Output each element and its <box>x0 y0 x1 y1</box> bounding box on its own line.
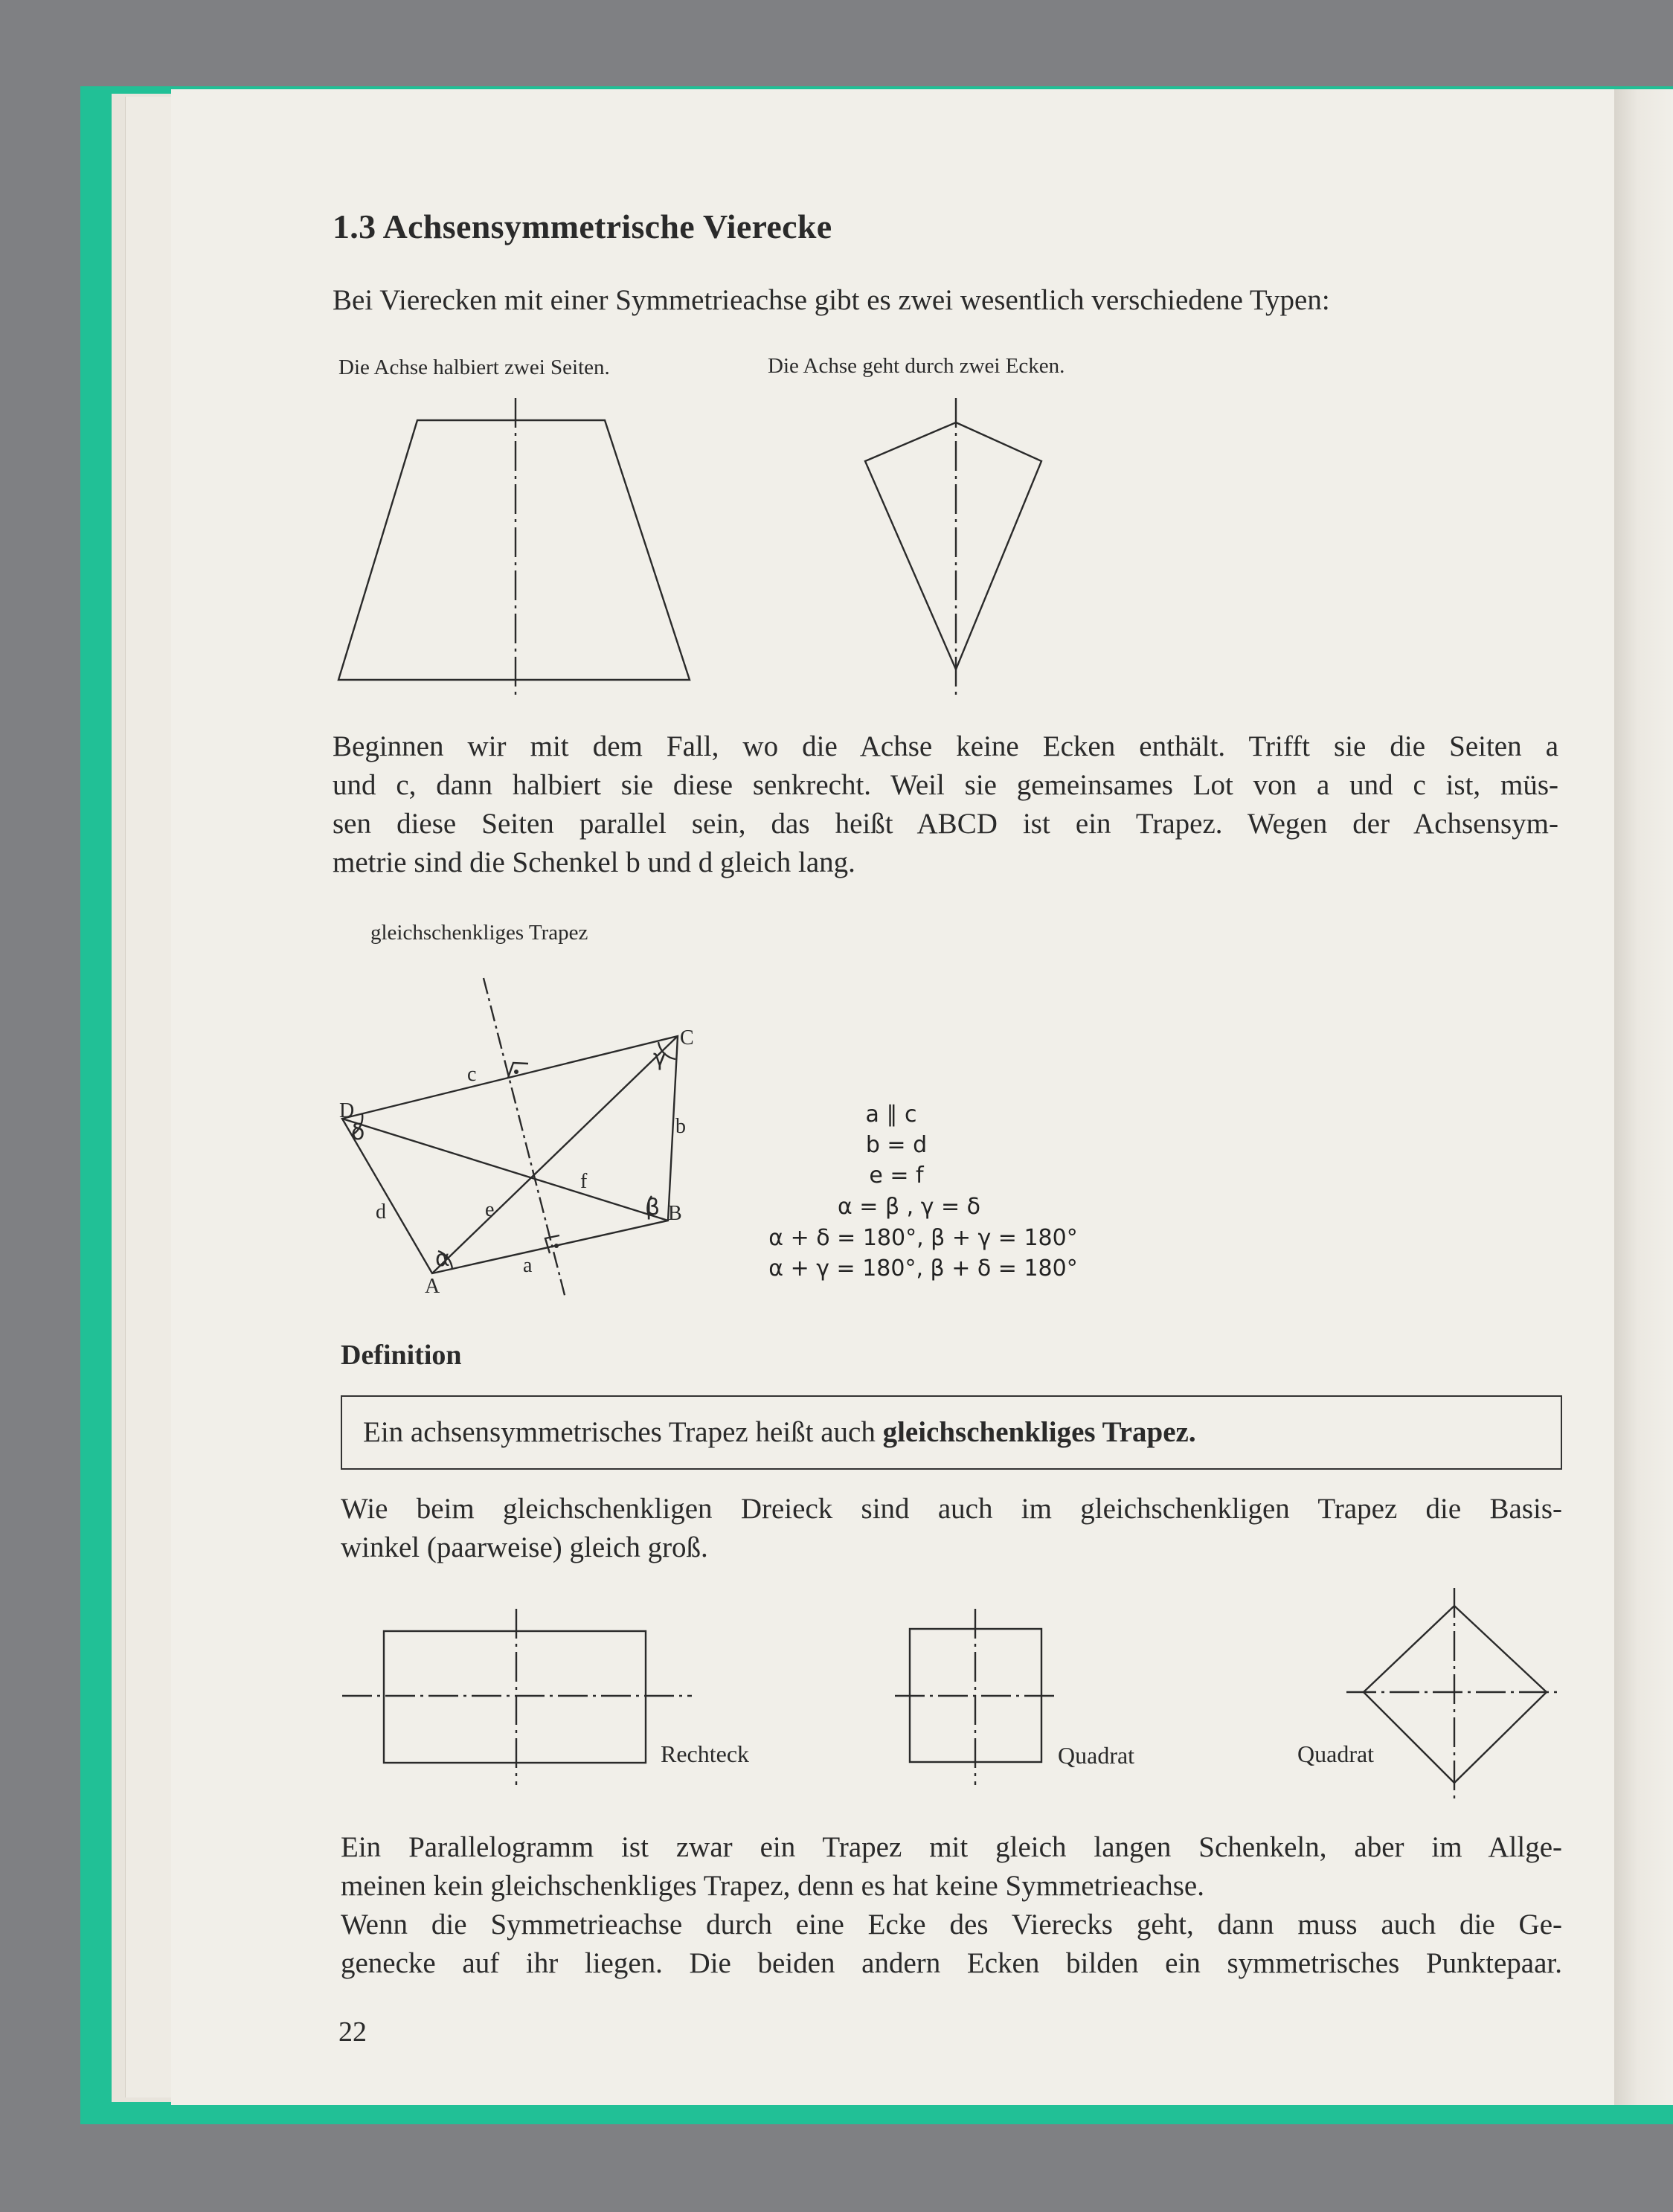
page-stack-edge-inner <box>125 97 178 2097</box>
label-square: Quadrat <box>1058 1742 1135 1769</box>
formula-line: α + δ = 180°, β + γ = 180° <box>768 1225 1078 1251</box>
paragraph-line: genecke auf ihr liegen. Die beiden andern Ecken bilden ein symmetrisches Punktepaar. <box>341 1947 1562 1979</box>
formula-line: α + γ = 180°, β + δ = 180° <box>768 1255 1078 1282</box>
angle-label-beta: β <box>646 1195 661 1221</box>
paragraph-line: Beginnen wir mit dem Fall, wo die Achse keine Ecken enthält. Trifft sie die Seiten a <box>333 730 1558 762</box>
vertex-label-c: C <box>680 1026 694 1049</box>
vertex-label-a: A <box>425 1275 440 1298</box>
fig1-caption-left: Die Achse halbiert zwei Seiten. <box>338 356 610 379</box>
paragraph-line: Wenn die Symmetrieachse durch eine Ecke des Vierecks geht, dann muss auch die Ge- <box>341 1909 1562 1941</box>
section-title: 1.3 Achsensymmetrische Vierecke <box>333 208 832 245</box>
side-label-c: c <box>467 1063 477 1086</box>
vertex-label-d: D <box>339 1099 355 1122</box>
side-label-b: b <box>675 1115 686 1138</box>
paragraph-parallelogram <box>341 1828 1562 1983</box>
formula-line: e = f <box>869 1163 924 1189</box>
label-square-rotated: Quadrat <box>1297 1740 1375 1767</box>
definition-box <box>341 1395 1562 1470</box>
angle-label-alpha: α <box>435 1246 450 1272</box>
paragraph-line: und c, dann halbiert sie diese senkrecht. Weil sie gemeinsames Lot von a und c ist, müs- <box>333 769 1558 801</box>
book-page <box>171 89 1633 2105</box>
definition-term: gleichschenkliges Trapez. <box>882 1416 1196 1448</box>
paragraph-trapez-derivation <box>333 727 1558 882</box>
paragraph-line: sen diese Seiten parallel sein, das heißt ABCD ist ein Trapez. Wegen der Achsensym- <box>333 808 1558 840</box>
side-label-a: a <box>523 1254 533 1277</box>
fig1-caption-right: Die Achse geht durch zwei Ecken. <box>768 354 1065 378</box>
page-number: 22 <box>338 2016 367 2048</box>
paragraph-line: winkel (paarweise) gleich groß. <box>341 1531 708 1563</box>
diagonal-label-f: f <box>580 1170 588 1193</box>
paragraph-base-angles <box>341 1490 1562 1567</box>
paragraph-line: Wie beim gleichschenkligen Dreieck sind auch im gleichschenkligen Trapez die Basis- <box>341 1493 1562 1525</box>
definition-text-plain: Ein achsensymmetrisches Trapez heißt auch <box>363 1416 883 1448</box>
formula-line: a ∥ c <box>865 1102 917 1128</box>
paragraph-line: Ein Parallelogramm ist zwar ein Trapez mit gleich langen Schenkeln, aber im Allge- <box>341 1831 1562 1863</box>
definition-heading: Definition <box>341 1340 462 1371</box>
formula-line: b = d <box>865 1132 928 1158</box>
book-gutter <box>1614 89 1673 2105</box>
definition-text <box>363 1413 1196 1452</box>
paragraph-line: meinen kein gleichschenkliges Trapez, denn es hat keine Symmetrieachse. <box>341 1870 1204 1902</box>
angle-label-gamma: γ <box>653 1045 667 1071</box>
formula-line: α = β , γ = δ <box>837 1194 981 1220</box>
fig2-caption: gleichschenkliges Trapez <box>370 921 588 945</box>
intro-text: Bei Vierecken mit einer Symmetrieachse gibt es zwei wesentlich verschiedene Typen: <box>333 284 1330 316</box>
label-rectangle: Rechteck <box>661 1740 750 1767</box>
side-label-d: d <box>376 1200 386 1224</box>
angle-label-delta: δ <box>351 1119 365 1145</box>
diagonal-label-e: e <box>485 1198 495 1221</box>
paragraph-line: metrie sind die Schenkel b und d gleich lang. <box>333 846 855 878</box>
vertex-label-b: B <box>668 1202 682 1225</box>
